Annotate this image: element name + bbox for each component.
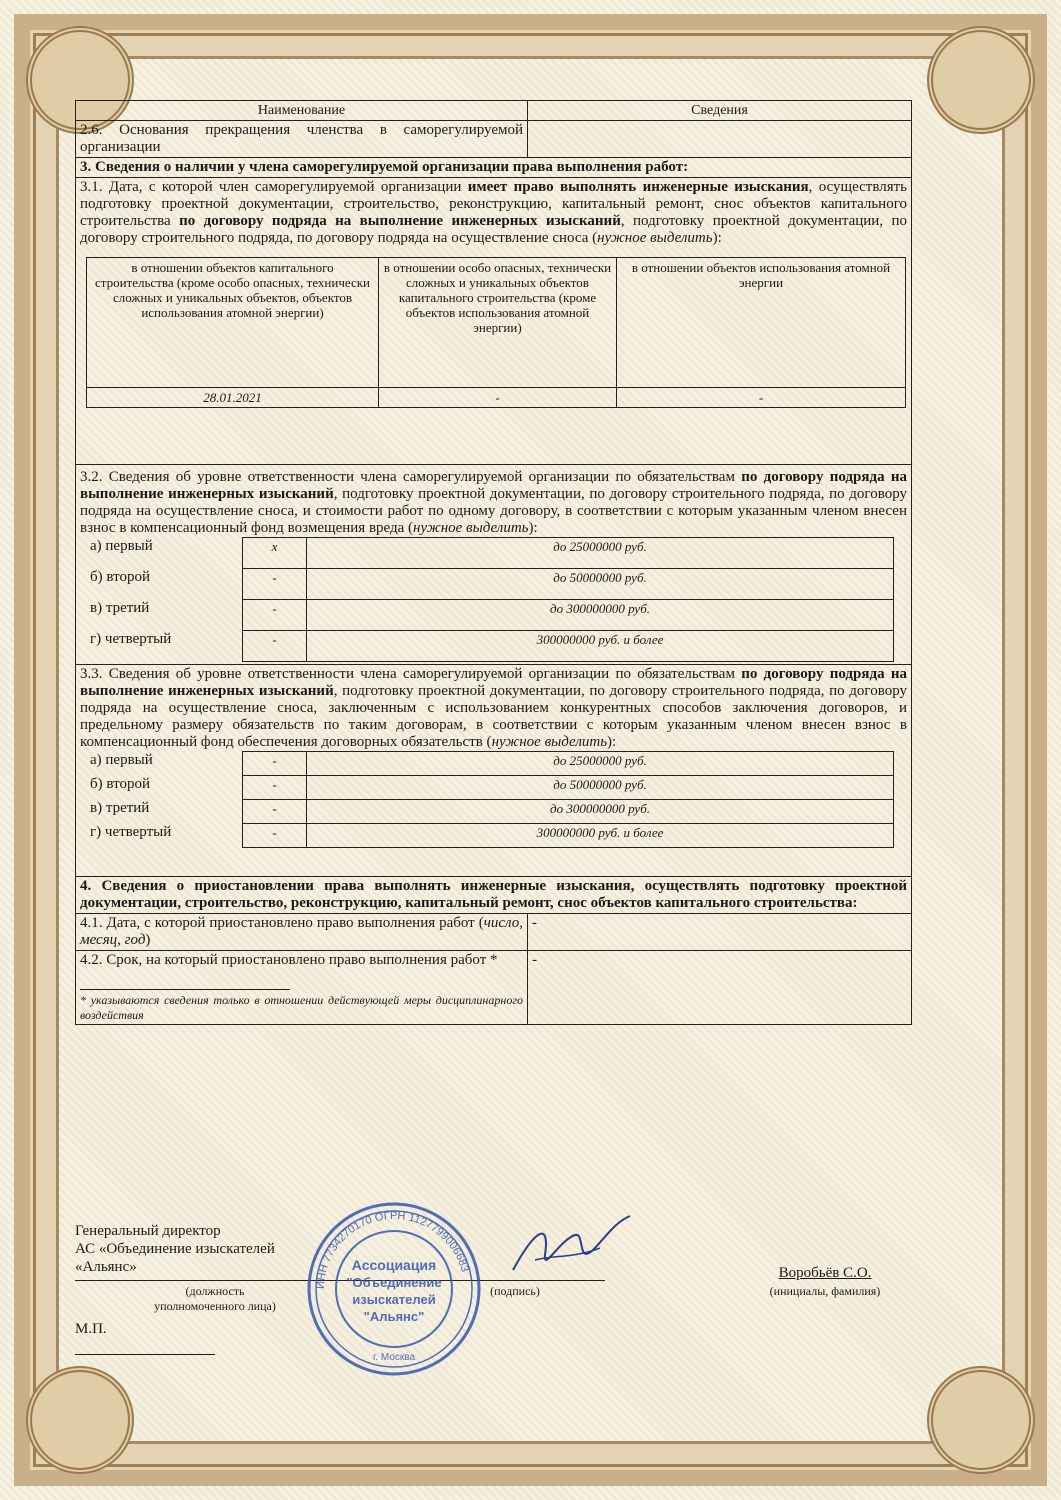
corner-ornament — [927, 1366, 1035, 1474]
object-types-table — [86, 257, 906, 408]
section-4-title: 4. Сведения о приостановлении права выполнять инженерные изыскания, осуществлять подготовку проектной документации, строительство, реконструкцию, капитальный ремонт, снос объектов капитального строительства: — [76, 877, 912, 914]
section-3-title: 3. Сведения о наличии у члена саморегулируемой организации права выполнения работ: — [76, 158, 912, 178]
seal-line-2: "Объединение — [346, 1275, 442, 1290]
object-type-capital-date: 28.01.2021 — [87, 388, 379, 408]
level-label: а) первый — [90, 751, 153, 768]
level-mark: - — [243, 569, 307, 600]
row-2-6-value — [528, 121, 912, 158]
row-4-1 — [76, 914, 912, 951]
level-value: 300000000 руб. и более — [307, 631, 894, 662]
position-caption: (должность уполномоченного лица) — [154, 1284, 276, 1313]
handwritten-signature — [505, 1210, 635, 1290]
level-value: 300000000 руб. и более — [307, 824, 894, 848]
level-mark: - — [243, 631, 307, 662]
footnote-divider — [80, 989, 290, 990]
level-row — [86, 569, 894, 600]
level-label: г) четвертый — [90, 823, 172, 840]
row-4-1-label: 4.1. Дата, с которой приостановлено право выполнения работ (число, месяц, год) — [76, 914, 528, 951]
signer-position: Генеральный директор АС «Объединение изыскателей «Альянс» — [75, 1223, 275, 1275]
registry-table — [75, 100, 912, 1025]
object-type-capital: в отношении объектов капитального строительства (кроме особо опасных, технически сложных и уникальных объектов, объектов использования атомной энергии) — [87, 258, 379, 388]
object-type-nuclear-date: - — [617, 388, 906, 408]
signer-name: Воробьёв С.О. — [778, 1265, 872, 1281]
header-name: Наименование — [76, 101, 528, 121]
harm-fund-levels — [86, 537, 894, 662]
level-mark: - — [243, 776, 307, 800]
section-3-1-row — [76, 178, 912, 465]
level-value: до 300000000 руб. — [307, 600, 894, 631]
level-label: б) второй — [90, 568, 150, 585]
seal-line-3: изыскателей — [352, 1292, 436, 1307]
row-4-2-label: 4.2. Срок, на который приостановлено право выполнения работ * * указываются сведения только в отношении действующей меры дисциплинарного воздействия — [76, 951, 528, 1025]
stamp-place: М.П. — [75, 1321, 107, 1337]
level-value: до 50000000 руб. — [307, 776, 894, 800]
seal-line-1: Ассоциация — [351, 1257, 437, 1273]
row-2-6 — [76, 121, 912, 158]
level-value: до 300000000 руб. — [307, 800, 894, 824]
table-header — [76, 101, 912, 121]
level-row — [86, 800, 894, 824]
seal-city: г. Москва — [372, 1352, 416, 1363]
section-3-3-text: 3.3. Сведения об уровне ответственности члена саморегулируемой организации по обязательствам по договору подряда на выполнение инженерных изысканий, подготовку проектной документации, по договору строительного подряда, по договору подряда на осуществление сноса, заключенным с использованием конкурентных способов заключения договоров, и предельному размеру обязательств по таким договорам, в соответствии с которым указанным членом внесен взнос в компенсационный фонд обеспечения договорных обязательств (нужное выделить): — [80, 666, 907, 750]
section-3-2-text: 3.2. Сведения об уровне ответственности члена саморегулируемой организации по обязательствам по договору подряда на выполнение инженерных изысканий, подготовку проектной документации, по договору строительного подряда, по договору подряда на осуществление сноса, и стоимости работ по одному договору, в соответствии с которым указанным членом внесен взнос в компенсационный фонд возмещения вреда (нужное выделить): — [80, 469, 907, 536]
footnote: * указываются сведения только в отношении действующей меры дисциплинарного воздействия — [80, 993, 523, 1022]
seal-ring-text: ИНН 7734270170 ОГРН 1127799006683 — [314, 1209, 471, 1290]
corner-ornament — [927, 26, 1035, 134]
level-label: г) четвертый — [90, 630, 172, 647]
organization-seal — [305, 1200, 483, 1378]
stamp-line — [75, 1354, 215, 1355]
level-value: до 50000000 руб. — [307, 569, 894, 600]
level-row — [86, 538, 894, 569]
section-4-title-row — [76, 877, 912, 914]
section-3-2-row — [76, 465, 912, 665]
level-mark: - — [243, 800, 307, 824]
level-row — [86, 631, 894, 662]
level-label: в) третий — [90, 799, 150, 816]
header-info: Сведения — [528, 101, 912, 121]
object-type-dangerous-date: - — [379, 388, 617, 408]
object-type-dangerous: в отношении особо опасных, технически сложных и уникальных объектов капитального строительства (кроме объектов использования атомной энергии) — [379, 258, 617, 388]
section-3-title-row — [76, 158, 912, 178]
contract-fund-levels — [86, 751, 894, 848]
level-row — [86, 824, 894, 848]
level-label: а) первый — [90, 537, 153, 554]
signature-block — [75, 1222, 912, 1392]
row-4-1-value: - — [528, 914, 912, 951]
section-3-1-text: 3.1. Дата, с которой член саморегулируемой организации имеет право выполнять инженерные изыскания, осуществлять подготовку проектной документации, строительство, реконструкцию, капитальный ремонт, снос объектов капитального строительства по договору подряда на выполнение инженерных изысканий, подготовку проектной документации, по договору строительного подряда, по договору подряда на осуществление сноса (нужное выделить): — [80, 179, 908, 246]
object-type-nuclear: в отношении объектов использования атомной энергии — [617, 258, 906, 388]
signature-caption: (подпись) — [490, 1284, 540, 1298]
level-mark: - — [243, 600, 307, 631]
row-4-2 — [76, 951, 912, 1025]
registry-extract-content — [75, 100, 912, 1025]
row-2-6-label: 2.6. Основания прекращения членства в саморегулируемой организации — [76, 121, 528, 158]
level-value: до 25000000 руб. — [307, 538, 894, 569]
level-mark: - — [243, 752, 307, 776]
level-label: б) второй — [90, 775, 150, 792]
seal-line-4: "Альянс" — [363, 1309, 425, 1324]
row-4-2-value: - — [528, 951, 912, 1025]
level-mark: - — [243, 824, 307, 848]
level-mark: x — [243, 538, 307, 569]
name-caption: (инициалы, фамилия) — [769, 1284, 881, 1298]
level-row — [86, 752, 894, 776]
section-3-3-row — [76, 665, 912, 877]
level-row — [86, 776, 894, 800]
level-label: в) третий — [90, 599, 150, 616]
level-row — [86, 600, 894, 631]
level-value: до 25000000 руб. — [307, 752, 894, 776]
